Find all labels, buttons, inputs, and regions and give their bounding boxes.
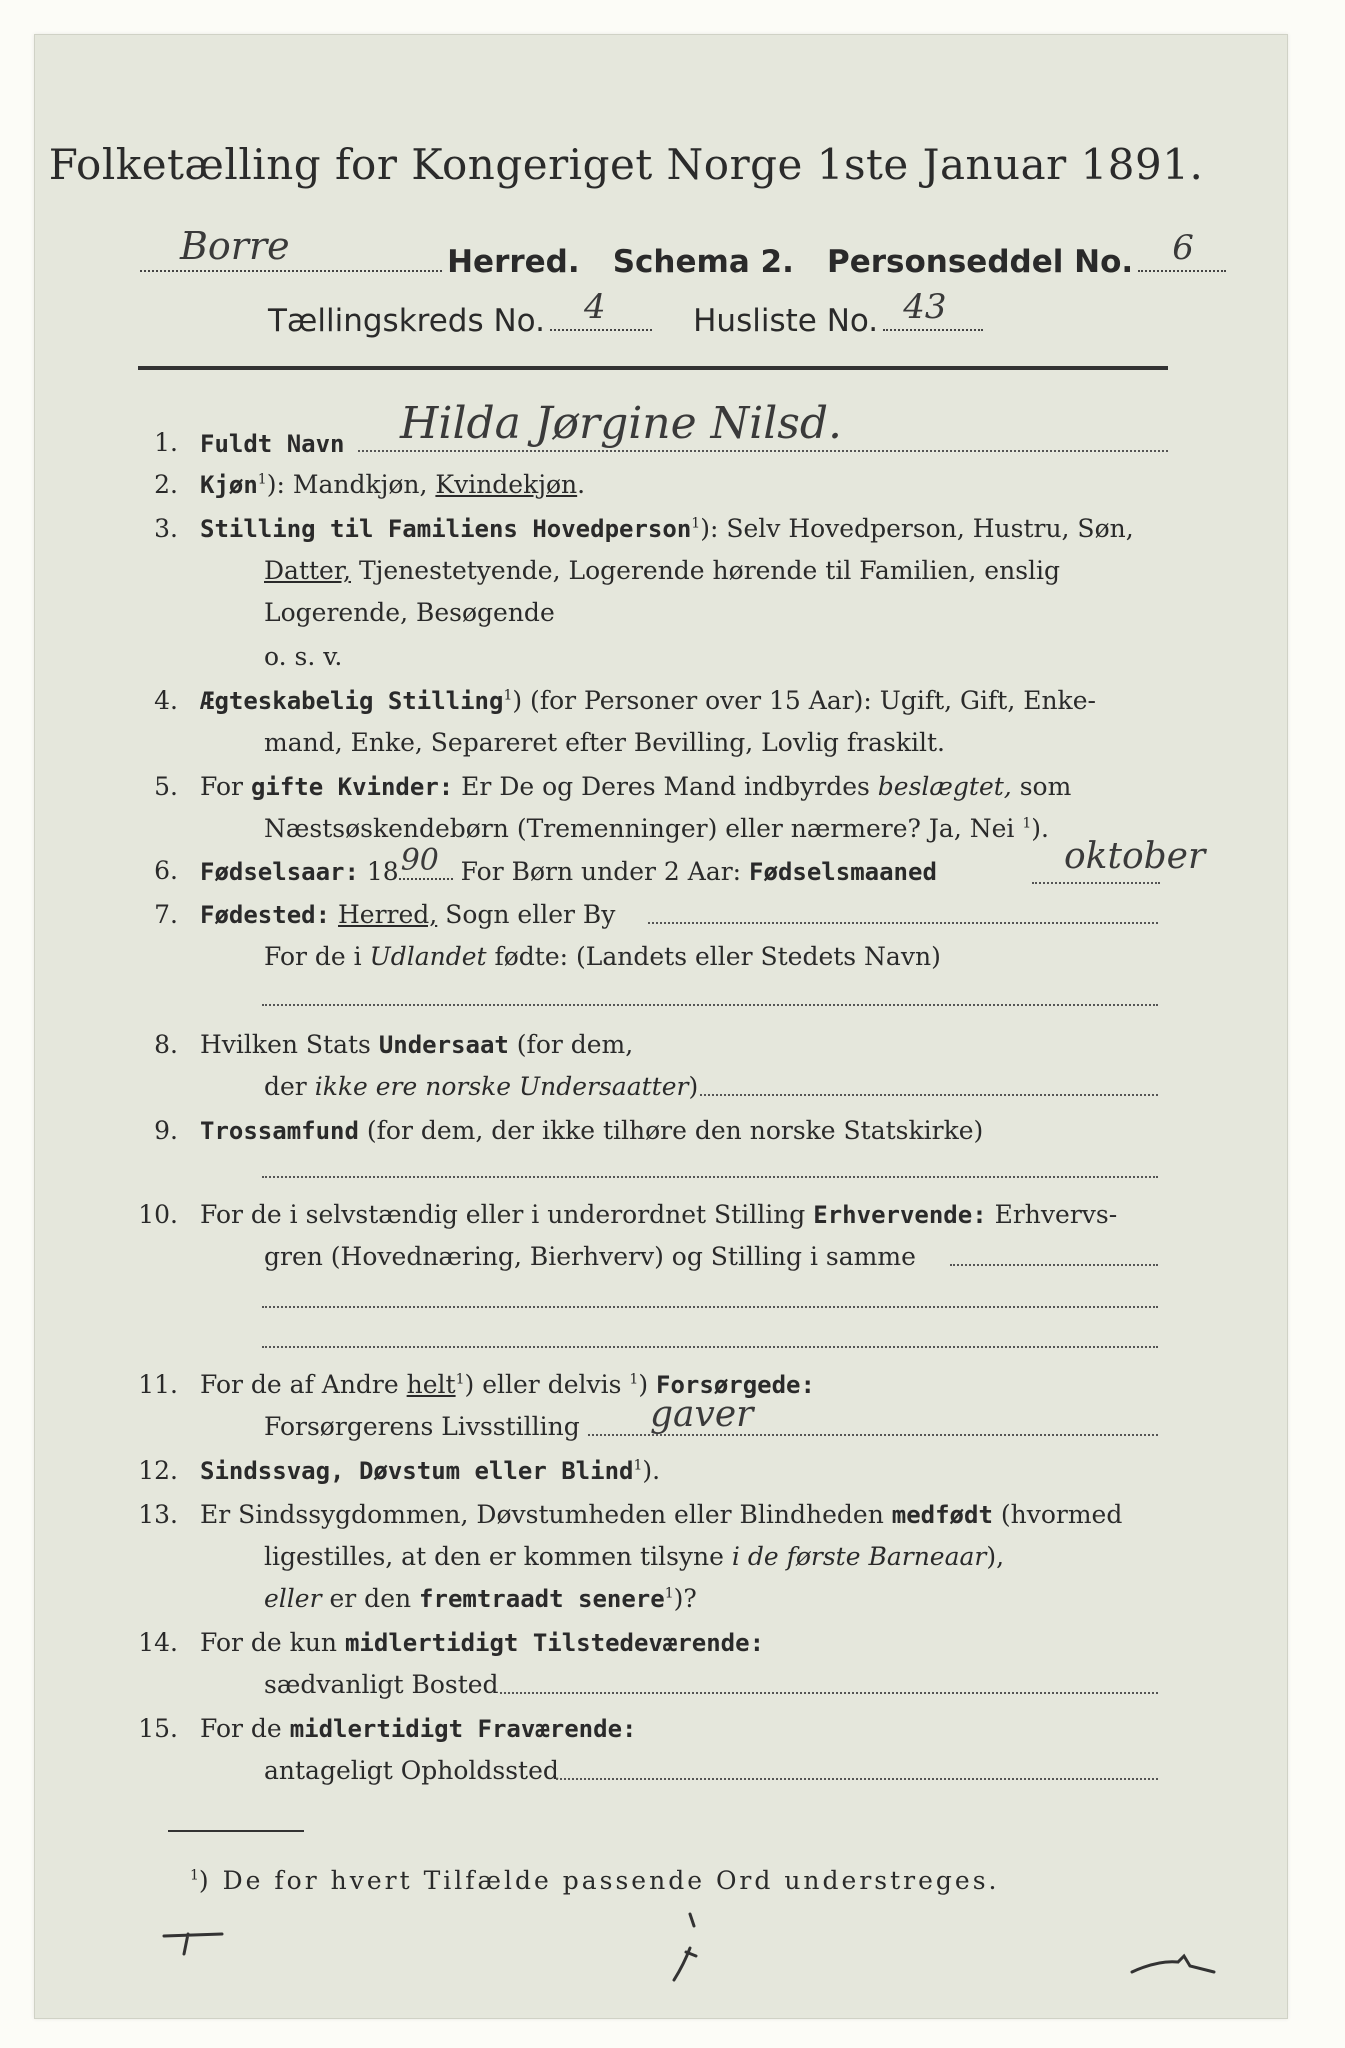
item-5-line-1 <box>200 772 1071 801</box>
item-7-label: Fødested: <box>200 901 331 929</box>
item-6-year-prefix: 18 <box>358 857 399 886</box>
item-3-underlined: Datter, <box>264 556 351 585</box>
schema-label: Schema 2. <box>612 244 794 280</box>
item-15-line[interactable] <box>556 1778 1158 1780</box>
item-11-number: 11. <box>138 1370 178 1399</box>
item-13-rest: (hvormed <box>992 1500 1123 1529</box>
item-3-line-2-rest: Tjenestetyende, Logerende hørende til Familien, enslig <box>351 556 1061 585</box>
item-8-line-2-italic: ikke ere norske Undersaatter <box>314 1072 689 1101</box>
item-11-underlined: helt <box>406 1370 456 1399</box>
header-rule <box>138 366 1168 370</box>
item-13-line-3 <box>264 1584 697 1613</box>
item-9-label: Trossamfund <box>200 1117 359 1145</box>
item-5-line-2 <box>264 814 1049 843</box>
item-10-label: Erhvervende: <box>813 1201 987 1229</box>
item-8-line-2-end: ) <box>688 1072 699 1101</box>
item-13-line-3-bold: fremtraadt senere <box>419 1585 665 1613</box>
item-8-number: 8. <box>154 1030 178 1059</box>
item-5-line-2-sup: 1 <box>1022 815 1032 832</box>
item-9-line[interactable] <box>262 1176 1158 1178</box>
item-5-italic: beslægtet, <box>877 772 1012 801</box>
item-13-line-1 <box>200 1500 1122 1529</box>
item-7-line[interactable] <box>648 922 1158 924</box>
item-4-label: Ægteskabelig Stilling <box>200 687 504 715</box>
item-2-end: . <box>577 470 586 499</box>
item-3-line-2 <box>264 556 1060 585</box>
item-9-rest: (for dem, der ikke tilhøre den norske Statskirke) <box>358 1116 984 1145</box>
item-11-line-2: Forsørgerens Livsstilling <box>264 1412 580 1441</box>
item-10-line[interactable] <box>950 1264 1158 1266</box>
item-13-number: 13. <box>138 1500 178 1529</box>
item-3-line-3: Logerende, Besøgende <box>264 598 555 627</box>
item-11-label: Forsørgede: <box>656 1371 815 1399</box>
item-14-line-1 <box>200 1628 764 1657</box>
header-line-2 <box>268 287 983 339</box>
item-1-line[interactable] <box>358 450 1168 452</box>
item-11-pre: For de af Andre <box>200 1370 407 1399</box>
item-8-rest: (for dem, <box>508 1030 634 1059</box>
husliste-field[interactable] <box>883 287 983 331</box>
item-13-pre: Er Sindssygdommen, Døvstumheden eller Blindheden <box>200 1500 892 1529</box>
item-7-line-2-rest: fødte: (Landets eller Stedets Navn) <box>486 942 941 971</box>
item-4-line-1 <box>200 686 1096 715</box>
item-2-text <box>200 470 585 499</box>
husliste-value: 43 <box>903 287 947 327</box>
item-7-line-2 <box>264 942 941 971</box>
footnote <box>190 1866 999 1895</box>
item-8-line-2-pre: der <box>264 1072 315 1101</box>
item-1-number: 1. <box>154 428 178 457</box>
item-14-label: midlertidigt Tilstedeværende: <box>344 1629 765 1657</box>
header-line-1 <box>140 224 1226 280</box>
item-10-line-2: gren (Hovednæring, Bierhverv) og Stilling i samme <box>264 1242 916 1271</box>
item-2-rest: ): Mandkjøn, <box>266 470 436 499</box>
item-12-number: 12. <box>138 1456 178 1485</box>
birth-year-field[interactable] <box>399 843 453 880</box>
item-8-pre: Hvilken Stats <box>200 1030 379 1059</box>
item-10-line-extra-2[interactable] <box>262 1346 1158 1348</box>
item-1-label: Fuldt Navn <box>200 430 345 458</box>
item-8-line-2 <box>264 1072 698 1101</box>
item-10-line-extra-1[interactable] <box>262 1306 1158 1308</box>
item-8-label: Undersaat <box>378 1031 509 1059</box>
kreds-field[interactable] <box>550 287 652 331</box>
form-title: Folketælling for Kongeriget Norge 1ste Januar 1891. <box>48 140 1204 189</box>
item-13-line-3-mid: er den <box>321 1584 420 1613</box>
item-3-number: 3. <box>154 514 178 543</box>
item-6-label-2: Fødselsmaaned <box>749 858 937 886</box>
item-2-label: Kjøn <box>200 471 258 499</box>
item-5-mid: Er De og Deres Mand indbyrdes <box>453 772 878 801</box>
personseddel-field[interactable] <box>1138 228 1226 272</box>
item-5-end: som <box>1011 772 1072 801</box>
herred-label: Herred. <box>447 244 580 280</box>
item-13-label: medfødt <box>891 1501 993 1529</box>
item-5-line-2-text: Næstsøskendebørn (Tremenninger) eller nærmere? Ja, Nei <box>264 814 1023 843</box>
item-13-line-2-end: ), <box>986 1542 1005 1571</box>
item-6-mid: For Børn under 2 Aar: <box>452 857 750 886</box>
item-6-number: 6. <box>154 856 178 885</box>
item-5-pre: For <box>200 772 251 801</box>
item-10-line-1 <box>200 1200 1117 1229</box>
birth-month-field[interactable] <box>1032 882 1160 884</box>
item-14-line-2: sædvanligt Bosted <box>264 1670 499 1699</box>
item-6-line <box>200 843 937 886</box>
item-13-line-3-end: )? <box>673 1584 697 1613</box>
item-10-rest: Erhvervs- <box>986 1200 1118 1229</box>
pen-mark-right <box>1128 1950 1218 1980</box>
item-11-value: gaver <box>650 1394 754 1435</box>
item-7-underlined: Herred, <box>338 900 438 929</box>
item-5-number: 5. <box>154 772 178 801</box>
item-5-label: gifte Kvinder: <box>250 773 454 801</box>
item-4-line-1-rest: ) (for Personer over 15 Aar): Ugift, Gift, Enke- <box>512 686 1096 715</box>
herred-value: Borre <box>180 224 290 268</box>
item-3-label: Stilling til Familiens Hovedperson <box>200 515 692 543</box>
item-14-number: 14. <box>138 1628 178 1657</box>
item-12-line <box>200 1456 660 1485</box>
item-12-sup: 1 <box>633 1457 643 1474</box>
item-8-line-1 <box>200 1030 633 1059</box>
item-4-line-2: mand, Enke, Separeret efter Bevilling, Lovlig fraskilt. <box>264 728 945 757</box>
item-15-pre: For de <box>200 1714 290 1743</box>
footnote-text: ) De for hvert Tilfælde passende Ord understreges. <box>198 1866 1000 1895</box>
item-2-sup: 1 <box>257 471 267 488</box>
footnote-sup: 1 <box>190 1867 199 1884</box>
item-1-value: Hilda Jørgine Nilsd. <box>400 398 843 449</box>
item-13-line-2-italic: i de første Barneaar <box>731 1542 987 1571</box>
item-15-label: midlertidigt Fraværende: <box>289 1715 637 1743</box>
item-12-end: ). <box>642 1456 661 1485</box>
item-11-mid: ) eller delvis <box>464 1370 630 1399</box>
item-2-number: 2. <box>154 470 178 499</box>
item-7-foreign-line[interactable] <box>262 1004 1158 1006</box>
birth-month-value: oktober <box>1064 836 1206 877</box>
personseddel-label: Personseddel No. <box>826 244 1134 280</box>
item-13-line-3-italic: eller <box>264 1584 322 1613</box>
item-10-number: 10. <box>138 1200 178 1229</box>
item-5-line-2-end: ). <box>1031 814 1049 843</box>
item-3-sup: 1 <box>691 515 701 532</box>
item-6-label: Fødselsaar: <box>200 858 359 886</box>
pen-mark-left <box>160 1928 230 1958</box>
item-11-mid-2: ) <box>638 1370 657 1399</box>
pen-mark-center <box>660 1908 710 1988</box>
kreds-value: 4 <box>584 287 606 327</box>
item-15-number: 15. <box>138 1714 178 1743</box>
kreds-label: Tællingskreds No. <box>268 303 545 339</box>
item-9-number: 9. <box>154 1116 178 1145</box>
birth-year-value: 90 <box>400 843 439 878</box>
herred-field[interactable] <box>140 224 442 272</box>
item-10-pre: For de i selvstændig eller i underordnet Stilling <box>200 1200 814 1229</box>
item-3-line-4: o. s. v. <box>264 642 343 671</box>
item-3-line-1 <box>200 514 1134 543</box>
item-13-line-2 <box>264 1542 1004 1571</box>
item-2-underlined: Kvindekjøn <box>435 470 578 499</box>
item-14-line[interactable] <box>500 1692 1158 1694</box>
item-13-line-2-pre: ligestilles, at den er kommen tilsyne <box>264 1542 732 1571</box>
footnote-rule <box>168 1830 304 1832</box>
item-4-sup: 1 <box>503 687 513 704</box>
personseddel-value: 6 <box>1172 228 1194 268</box>
item-7-line-2-italic: Udlandet <box>369 942 487 971</box>
item-9-line-1 <box>200 1116 983 1145</box>
item-15-line-2: antageligt Opholdssted <box>264 1756 559 1785</box>
item-7-line-2-pre: For de i <box>264 942 370 971</box>
item-8-line[interactable] <box>700 1094 1158 1096</box>
item-4-number: 4. <box>154 686 178 715</box>
husliste-label: Husliste No. <box>693 303 879 339</box>
item-14-pre: For de kun <box>200 1628 345 1657</box>
item-13-line-3-sup: 1 <box>664 1585 674 1602</box>
item-15-line-1 <box>200 1714 636 1743</box>
item-3-line-1-rest: ): Selv Hovedperson, Hustru, Søn, <box>700 514 1134 543</box>
item-7-line-1 <box>200 900 615 929</box>
item-12-label: Sindssvag, Døvstum eller Blind <box>200 1457 634 1485</box>
item-7-number: 7. <box>154 900 178 929</box>
item-7-rest: Sogn eller By <box>437 900 616 929</box>
item-11-sup-2: 1 <box>629 1371 639 1388</box>
item-11-sup: 1 <box>455 1371 465 1388</box>
